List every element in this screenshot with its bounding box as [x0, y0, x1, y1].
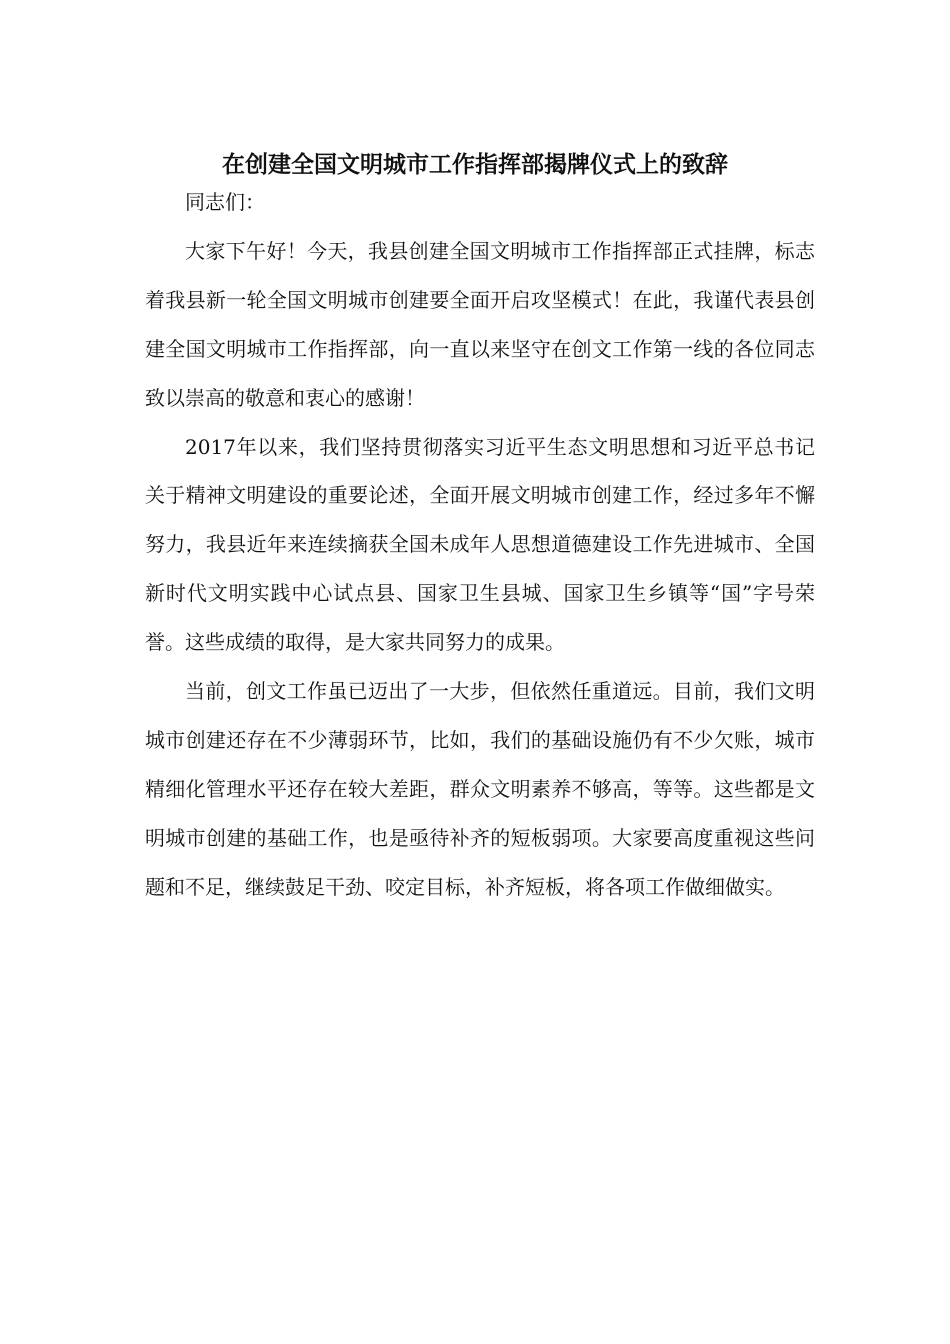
salutation: 同志们：	[185, 190, 265, 214]
paragraph: 当前，创文工作虽已迈出了一大步，但依然任重道远。目前，我们文明城市创建还存在不少薄弱环节，比如，我们的基础设施仍有不少欠账，城市精细化管理水平还存在较大差距，群众文明素养不够高，等等。这些都是文明城市创建的基础工作，也是亟待补齐的短板弱项。大家要高度重视这些问题和不足，继续鼓足干劲、咬定目标，补齐短板，将各项工作做细做实。	[145, 679, 815, 899]
paragraph: 2017年以来，我们坚持贯彻落实习近平生态文明思想和习近平总书记关于精神文明建设的重要论述，全面开展文明城市创建工作，经过多年不懈努力，我县近年来连续摘获全国未成年人思想道德建设工作先进城市、全国新时代文明实践中心试点县、国家卫生县城、国家卫生乡镇等“国”字号荣誉。这些成绩的取得，是大家共同努力的成果。	[145, 434, 815, 655]
paragraph: 大家下午好！今天，我县创建全国文明城市工作指挥部正式挂牌，标志着我县新一轮全国文明城市创建要全面开启攻坚模式！在此，我谨代表县创建全国文明城市工作指挥部，向一直以来坚守在创文工作第一线的各位同志致以崇高的敬意和衷心的感谢！	[145, 238, 815, 410]
document-body	[145, 178, 815, 912]
document-title: 在创建全国文明城市工作指挥部揭牌仪式上的致辞	[222, 152, 728, 178]
